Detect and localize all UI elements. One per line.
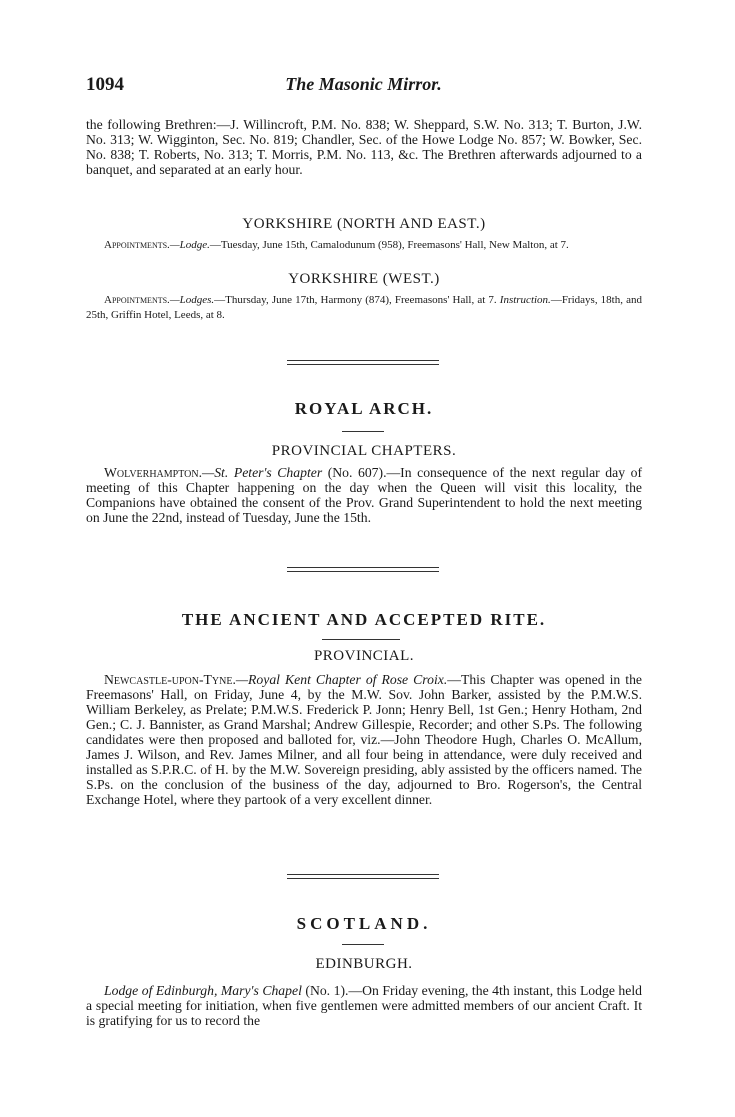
instruction-text: —Fridays, 18th, and 25th, Griffin Hotel, Leeds, at 8. bbox=[86, 294, 642, 321]
paragraph-text: (No. 607).—In consequence of the next regular day of meeting of this Chapter happening on the day when the Queen will visit this locality, the Companions have obtained the consent of the Prov. Grand Superintendent to hold the next meeting on June the 22nd, instead of Tuesday, June the 15th. bbox=[86, 465, 643, 525]
chapter-name: —St. Peter's Chapter bbox=[202, 465, 323, 480]
provincial-heading: PROVINCIAL. bbox=[313, 648, 415, 664]
running-title: The Masonic Mirror. bbox=[285, 74, 442, 94]
yorkshire-north-east-appointments bbox=[86, 238, 642, 253]
ancient-rite-heading: THE ANCIENT AND ACCEPTED RITE. bbox=[181, 610, 547, 629]
edinburgh-heading: EDINBURGH. bbox=[315, 956, 413, 972]
section-divider bbox=[287, 567, 439, 572]
paragraph-text: (No. 1).—On Friday evening, the 4th instant, this Lodge held a special meeting for initiation, when five gentlemen were admitted members of our ancient Craft. It is gratifying for us to record the bbox=[86, 983, 642, 1028]
appointments-label: Appointments. bbox=[104, 239, 170, 251]
page-number: 1094 bbox=[86, 74, 124, 95]
yorkshire-west-heading: YORKSHIRE (WEST.) bbox=[288, 271, 440, 287]
appointments-label: Appointments. bbox=[104, 294, 170, 306]
place-name: Wolverhampton. bbox=[104, 465, 203, 480]
royal-arch-heading: ROYAL ARCH. bbox=[294, 399, 434, 418]
section-divider bbox=[287, 874, 439, 879]
yorkshire-north-east-heading: YORKSHIRE (NORTH AND EAST.) bbox=[242, 216, 486, 232]
page-header bbox=[86, 74, 641, 98]
heading-rule bbox=[322, 639, 400, 640]
provincial-chapters-heading: PROVINCIAL CHAPTERS. bbox=[271, 443, 457, 459]
appointment-text: —Tuesday, June 15th, Camalodunum (958), Freemasons' Hall, New Malton, at 7. bbox=[209, 239, 569, 251]
instruction-label: Instruction. bbox=[499, 294, 551, 306]
lodge-name: Lodge of Edinburgh, Mary's Chapel bbox=[104, 983, 302, 998]
chapter-name: —Royal Kent Chapter of Rose Croix. bbox=[235, 672, 448, 687]
heading-rule bbox=[342, 431, 384, 432]
newcastle-paragraph bbox=[86, 672, 642, 807]
scotland-heading: SCOTLAND. bbox=[296, 914, 432, 933]
place-name: Newcastle-upon-Tyne. bbox=[104, 672, 236, 687]
appointment-text: —Thursday, June 17th, Harmony (874), Freemasons' Hall, at 7. bbox=[214, 294, 497, 306]
wolverhampton-paragraph bbox=[86, 465, 642, 525]
intro-paragraph: the following Brethren:—J. Willincroft, P.M. No. 838; W. Sheppard, S.W. No. 313; T. Burton, J.W. No. 313; W. Wigginton, Sec. No. 819; Chandler, Sec. of the Howe Lodge No. 857; W. Bowker, Sec. No. 838; T. Roberts, No. 313; T. Morris, P.M. No. 113, &c. The Brethren afterwards adjourned to a banquet, and separated at an early hour. bbox=[86, 117, 642, 177]
yorkshire-west-appointments bbox=[86, 293, 642, 323]
appointment-kind: —Lodges. bbox=[169, 294, 215, 306]
appointment-kind: —Lodge. bbox=[169, 239, 210, 251]
edinburgh-paragraph bbox=[86, 983, 642, 1028]
section-divider bbox=[287, 360, 439, 365]
heading-rule bbox=[342, 944, 384, 945]
paragraph-text: —This Chapter was opened in the Freemasons' Hall, on Friday, June 4, by the M.W. Sov. John Barker, assisted by the P.M.W.S. William Berkeley, as Prelate; P.M.W.S. Frederick P. Jonn; Henry Bell, 1st Gen.; Henry Hotham, 2nd Gen.; C. J. Bannister, as Grand Marshal; Andrew Gillespie, Recorder; and other S.Ps. The following candidates were then proposed and balloted for, viz.—John Theodore Hugh, Charles O. McAllum, James J. Wilson, and Rev. James Milner, and all four being in attendance, were duly received and installed as S.P.R.C. of H. by the M.W. Sovereign presiding, ably assisted by the officers named. The S.Ps. on the conclusion of the business of the day, adjourned to Bro. Rogerson's, the Central Exchange Hotel, where they partook of a very excellent dinner. bbox=[86, 672, 642, 807]
